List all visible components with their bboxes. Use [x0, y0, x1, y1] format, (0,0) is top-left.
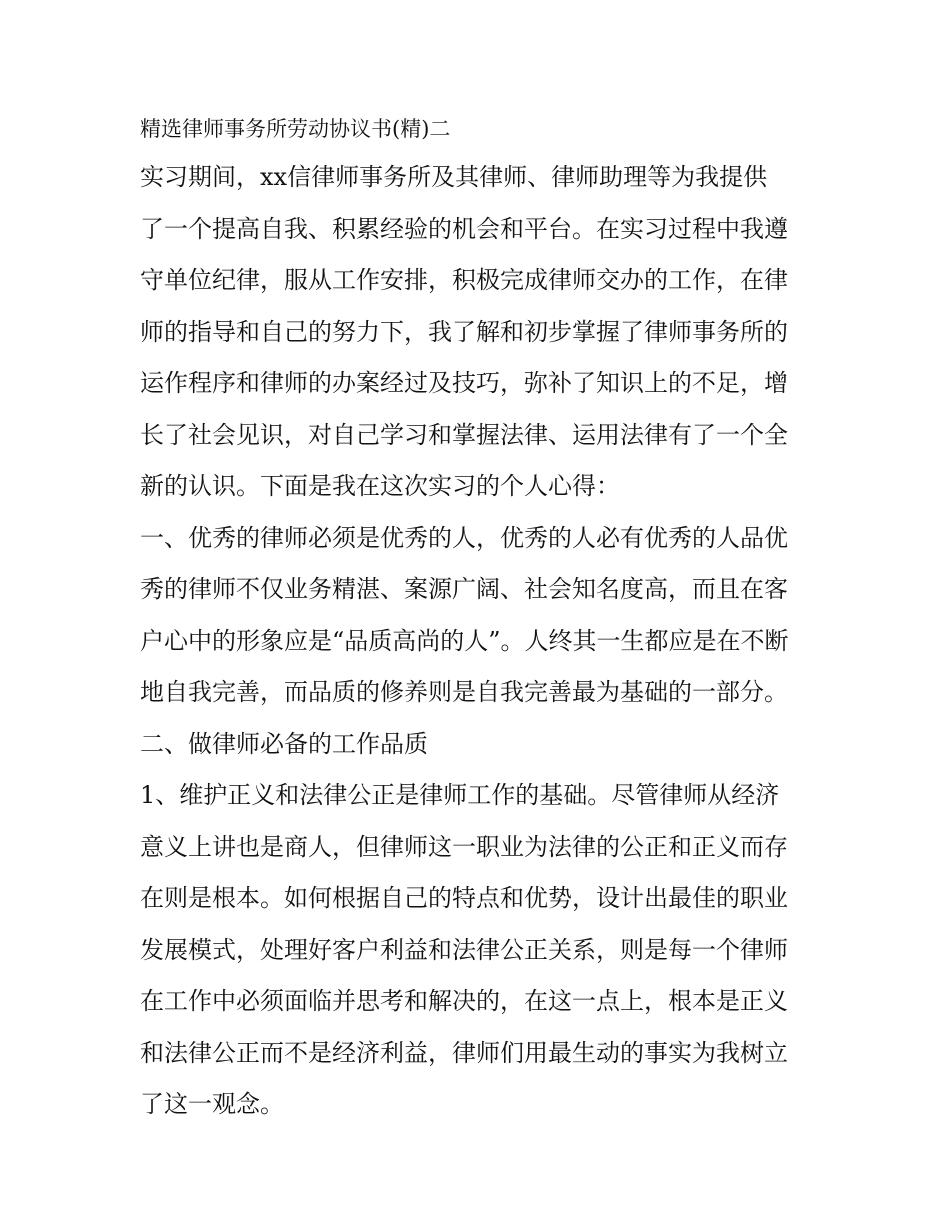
text-line-7: 新的认识。下面是我在这次实习的个人心得： [140, 472, 620, 500]
document-content [140, 107, 812, 1131]
text-line-1: 实习期间，xx信律师事务所及其律师、律师助理等为我提供 [140, 163, 768, 191]
text-line-15: 在则是根本。如何根据自己的特点和优势，设计出最佳的职业 [140, 884, 788, 912]
text-line-4: 师的指导和自己的努力下，我了解和初步掌握了律师事务所的 [140, 317, 788, 346]
text-line-8: 一、优秀的律师必须是优秀的人，优秀的人必有优秀的人品优 [140, 523, 788, 552]
document-title: 精选律师事务所劳动协议书(精)二 [140, 117, 451, 141]
text-line-13: 1、维护正义和法律公正是律师工作的基础。尽管律师从经济 [140, 781, 780, 809]
text-line-14: 意义上讲也是商人，但律师这一职业为法律的公正和正义而存 [140, 832, 788, 861]
text-line-17: 在工作中必须面临并思考和解决的，在这一点上，根本是正义 [140, 987, 788, 1015]
text-line-11: 地自我完善，而品质的修养则是自我完善最为基础的一部分。 [140, 678, 788, 706]
text-line-19: 了这一观念。 [140, 1090, 284, 1118]
text-line-10: 户心中的形象应是“品质高尚的人”。人终其一生都应是在不断 [140, 626, 789, 655]
text-line-12: 二、做律师必备的工作品质 [140, 729, 428, 758]
text-line-5: 运作程序和律师的办案经过及技巧，弥补了知识上的不足，增 [140, 369, 788, 397]
text-line-2: 了一个提高自我、积累经验的机会和平台。在实习过程中我遵 [140, 214, 788, 243]
text-line-3: 守单位纪律，服从工作安排，积极完成律师交办的工作，在律 [140, 266, 788, 294]
document-body [140, 152, 812, 1131]
text-line-9: 秀的律师不仅业务精湛、案源广阔、社会知名度高，而且在客 [140, 575, 788, 603]
text-line-16: 发展模式，处理好客户利益和法律公正关系，则是每一个律师 [140, 935, 788, 964]
text-line-18: 和法律公正而不是经济利益，律师们用最生动的事实为我树立 [140, 1038, 788, 1067]
text-line-6: 长了社会见识，对自己学习和掌握法律、运用法律有了一个全 [140, 420, 788, 449]
